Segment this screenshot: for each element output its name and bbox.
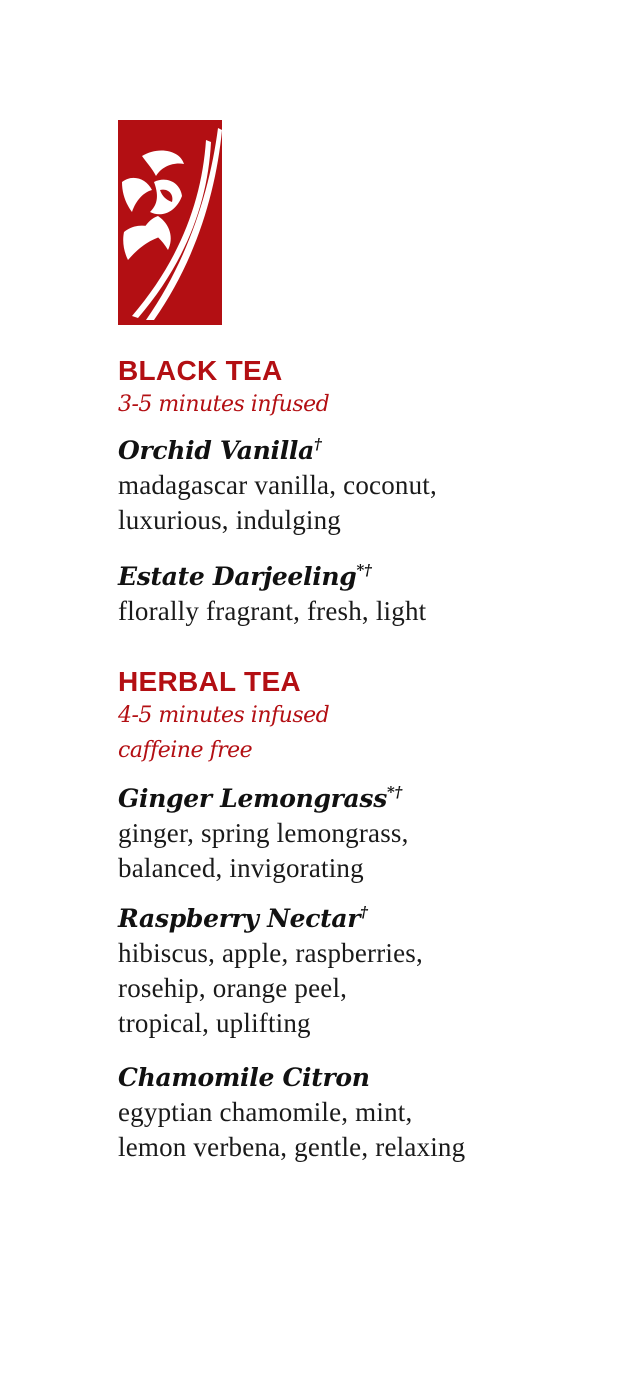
tea-mark: † xyxy=(360,903,368,921)
tea-description: ginger, spring lemongrass, balanced, invigorating xyxy=(118,818,409,883)
tea-name: Orchid Vanilla† xyxy=(118,435,322,465)
tea-item xyxy=(118,782,618,886)
tea-mark: *† xyxy=(356,561,372,579)
tea-description: egyptian chamomile, mint, lemon verbena, gentle, relaxing xyxy=(118,1097,466,1162)
tea-name: Ginger Lemongrass*† xyxy=(118,783,403,813)
tea-description: florally fragrant, fresh, light xyxy=(118,596,427,626)
brew-time-note: 4-5 minutes infused xyxy=(118,703,330,728)
section-title: HERBAL TEA xyxy=(118,666,301,697)
tea-name: Estate Darjeeling*† xyxy=(118,561,372,591)
section-title: BLACK TEA xyxy=(118,355,283,386)
section-herbal-tea xyxy=(118,666,618,1165)
caffeine-note: caffeine free xyxy=(118,738,253,763)
tea-description: madagascar vanilla, coconut, luxurious, indulging xyxy=(118,470,437,535)
tea-item xyxy=(118,434,618,538)
tea-item xyxy=(118,902,618,1041)
tea-mark: † xyxy=(314,435,322,453)
brew-time-note: 3-5 minutes infused xyxy=(118,392,330,417)
tea-name: Raspberry Nectar† xyxy=(118,903,368,933)
tea-name: Chamomile Citron xyxy=(118,1063,370,1092)
orchid-icon xyxy=(118,120,222,325)
tea-description: hibiscus, apple, raspberries, rosehip, orange peel, tropical, uplifting xyxy=(118,938,423,1038)
section-black-tea xyxy=(118,355,618,629)
tea-item xyxy=(118,1061,618,1165)
tea-mark: *† xyxy=(386,783,403,801)
tea-item xyxy=(118,560,618,629)
tea-menu xyxy=(118,120,618,1165)
